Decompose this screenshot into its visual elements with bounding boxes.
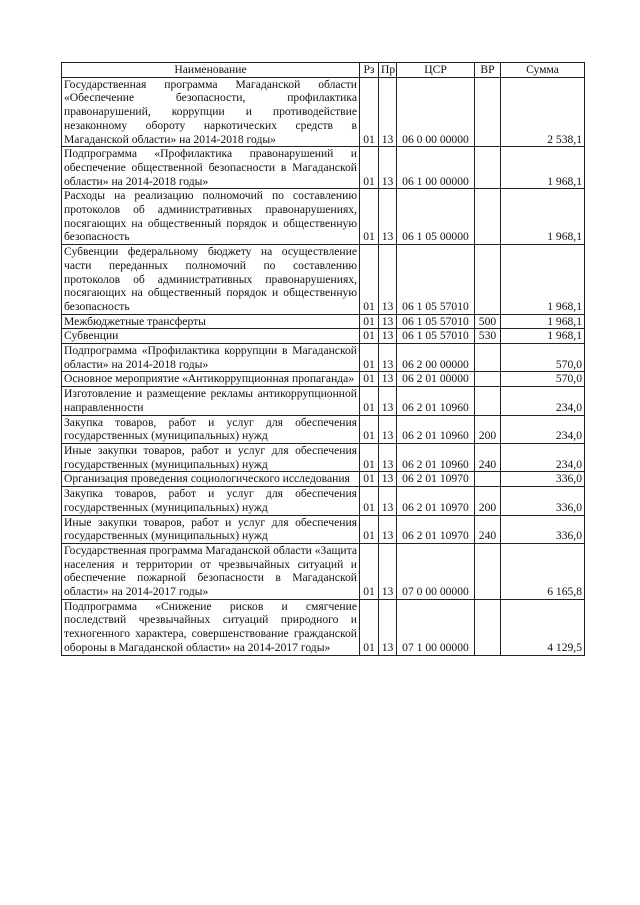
- row-name-cell: Организация проведения социологического исследования: [62, 472, 360, 487]
- table-row: [62, 443, 585, 471]
- row-rz-cell: 01: [360, 189, 379, 245]
- row-pr-cell: 13: [379, 487, 397, 515]
- row-rz-cell: 01: [360, 147, 379, 189]
- row-pr-cell: 13: [379, 387, 397, 415]
- row-name-cell: Подпрограмма «Профилактика правонарушений и обеспечение общественной безопасности в Магаданской области» на 2014-2018 годы»: [62, 147, 360, 189]
- row-vr-cell: [475, 543, 501, 599]
- row-name-cell: Изготовление и размещение рекламы антикоррупционной направленности: [62, 387, 360, 415]
- table-row: [62, 543, 585, 599]
- row-pr-cell: 13: [379, 472, 397, 487]
- row-sum-cell: 1 968,1: [501, 314, 585, 329]
- row-vr-cell: [475, 344, 501, 372]
- row-name-cell: Государственная программа Магаданской области «Защита населения и территории от чрезвычайных ситуаций и обеспечение пожарной безопасности в Магаданской области» на 2014-2017 годы»: [62, 543, 360, 599]
- row-sum-cell: 234,0: [501, 443, 585, 471]
- row-csr-cell: 06 2 01 10960: [397, 415, 475, 443]
- table-row: [62, 472, 585, 487]
- row-name-cell: Подпрограмма «Профилактика коррупции в Магаданской области» на 2014-2018 годы»: [62, 344, 360, 372]
- row-rz-cell: 01: [360, 472, 379, 487]
- row-vr-cell: [475, 387, 501, 415]
- table-row: [62, 599, 585, 655]
- table-row: [62, 487, 585, 515]
- row-name-cell: Государственная программа Магаданской области «Обеспечение безопасности, профилактика правонарушений, коррупции и противодействие незаконному обороту наркотических средств в Магаданской области» на 2014-2018 годы»: [62, 77, 360, 147]
- row-csr-cell: 06 2 01 10970: [397, 472, 475, 487]
- row-sum-cell: 1 968,1: [501, 189, 585, 245]
- row-pr-cell: 13: [379, 543, 397, 599]
- row-rz-cell: 01: [360, 599, 379, 655]
- row-csr-cell: 06 1 05 57010: [397, 329, 475, 344]
- row-pr-cell: 13: [379, 415, 397, 443]
- row-csr-cell: 07 0 00 00000: [397, 543, 475, 599]
- row-vr-cell: 200: [475, 487, 501, 515]
- row-vr-cell: [475, 189, 501, 245]
- row-csr-cell: 06 1 05 57010: [397, 245, 475, 315]
- row-name-cell: Межбюджетные трансферты: [62, 314, 360, 329]
- table-row: [62, 344, 585, 372]
- row-name-cell: Подпрограмма «Снижение рисков и смягчение последствий чрезвычайных ситуаций природного и техногенного характера, совершенствование гражданской обороны в Магаданской области» на 2014-2017 годы»: [62, 599, 360, 655]
- row-rz-cell: 01: [360, 387, 379, 415]
- table-row: [62, 189, 585, 245]
- row-sum-cell: 570,0: [501, 344, 585, 372]
- row-csr-cell: 06 0 00 00000: [397, 77, 475, 147]
- row-vr-cell: [475, 599, 501, 655]
- row-sum-cell: 4 129,5: [501, 599, 585, 655]
- table-row: [62, 515, 585, 543]
- table-header-row: [62, 63, 585, 78]
- row-vr-cell: [475, 147, 501, 189]
- row-rz-cell: 01: [360, 415, 379, 443]
- row-sum-cell: 336,0: [501, 472, 585, 487]
- row-sum-cell: 2 538,1: [501, 77, 585, 147]
- table-row: [62, 387, 585, 415]
- row-csr-cell: 06 2 01 10970: [397, 487, 475, 515]
- table-row: [62, 147, 585, 189]
- table-row: [62, 245, 585, 315]
- row-sum-cell: 234,0: [501, 387, 585, 415]
- row-csr-cell: 06 2 01 10960: [397, 387, 475, 415]
- row-rz-cell: 01: [360, 245, 379, 315]
- row-csr-cell: 06 2 01 00000: [397, 372, 475, 387]
- row-vr-cell: [475, 472, 501, 487]
- table-row: [62, 372, 585, 387]
- row-pr-cell: 13: [379, 77, 397, 147]
- row-csr-cell: 06 1 05 57010: [397, 314, 475, 329]
- row-vr-cell: [475, 372, 501, 387]
- row-rz-cell: 01: [360, 314, 379, 329]
- row-sum-cell: 1 968,1: [501, 245, 585, 315]
- row-csr-cell: 06 2 00 00000: [397, 344, 475, 372]
- row-pr-cell: 13: [379, 372, 397, 387]
- row-pr-cell: 13: [379, 147, 397, 189]
- row-sum-cell: 1 968,1: [501, 147, 585, 189]
- row-sum-cell: 336,0: [501, 487, 585, 515]
- table-row: [62, 415, 585, 443]
- table-row: [62, 77, 585, 147]
- row-rz-cell: 01: [360, 77, 379, 147]
- row-vr-cell: [475, 77, 501, 147]
- row-rz-cell: 01: [360, 487, 379, 515]
- row-rz-cell: 01: [360, 372, 379, 387]
- row-pr-cell: 13: [379, 189, 397, 245]
- row-vr-cell: 530: [475, 329, 501, 344]
- header-pr: Пр: [379, 63, 397, 78]
- header-sum: Сумма: [501, 63, 585, 78]
- row-name-cell: Расходы на реализацию полномочий по составлению протоколов об административных правонарушениях, посягающих на общественный порядок и общественную безопасность: [62, 189, 360, 245]
- row-name-cell: Основное мероприятие «Антикоррупционная пропаганда»: [62, 372, 360, 387]
- header-name: Наименование: [62, 63, 360, 78]
- header-vr: ВР: [475, 63, 501, 78]
- row-name-cell: Субвенции федеральному бюджету на осуществление части переданных полномочий по составлению протоколов об административных правонарушениях, посягающих на общественный порядок и общественную безопасность: [62, 245, 360, 315]
- row-vr-cell: 500: [475, 314, 501, 329]
- row-vr-cell: [475, 245, 501, 315]
- row-sum-cell: 336,0: [501, 515, 585, 543]
- row-name-cell: Иные закупки товаров, работ и услуг для обеспечения государственных (муниципальных) нужд: [62, 443, 360, 471]
- row-pr-cell: 13: [379, 329, 397, 344]
- row-csr-cell: 06 2 01 10970: [397, 515, 475, 543]
- header-rz: Рз: [360, 63, 379, 78]
- row-sum-cell: 570,0: [501, 372, 585, 387]
- row-pr-cell: 13: [379, 245, 397, 315]
- row-name-cell: Закупка товаров, работ и услуг для обеспечения государственных (муниципальных) нужд: [62, 487, 360, 515]
- row-rz-cell: 01: [360, 443, 379, 471]
- row-pr-cell: 13: [379, 599, 397, 655]
- row-rz-cell: 01: [360, 515, 379, 543]
- row-rz-cell: 01: [360, 329, 379, 344]
- row-sum-cell: 234,0: [501, 415, 585, 443]
- row-pr-cell: 13: [379, 344, 397, 372]
- row-vr-cell: 240: [475, 515, 501, 543]
- row-sum-cell: 1 968,1: [501, 329, 585, 344]
- row-csr-cell: 06 2 01 10960: [397, 443, 475, 471]
- row-name-cell: Субвенции: [62, 329, 360, 344]
- row-csr-cell: 07 1 00 00000: [397, 599, 475, 655]
- row-name-cell: Иные закупки товаров, работ и услуг для обеспечения государственных (муниципальных) нужд: [62, 515, 360, 543]
- row-csr-cell: 06 1 05 00000: [397, 189, 475, 245]
- table-row: [62, 314, 585, 329]
- row-vr-cell: 200: [475, 415, 501, 443]
- row-rz-cell: 01: [360, 344, 379, 372]
- row-pr-cell: 13: [379, 443, 397, 471]
- row-csr-cell: 06 1 00 00000: [397, 147, 475, 189]
- row-rz-cell: 01: [360, 543, 379, 599]
- header-csr: ЦСР: [397, 63, 475, 78]
- row-pr-cell: 13: [379, 515, 397, 543]
- row-name-cell: Закупка товаров, работ и услуг для обеспечения государственных (муниципальных) нужд: [62, 415, 360, 443]
- row-pr-cell: 13: [379, 314, 397, 329]
- budget-table: [61, 62, 585, 656]
- row-vr-cell: 240: [475, 443, 501, 471]
- table-row: [62, 329, 585, 344]
- row-sum-cell: 6 165,8: [501, 543, 585, 599]
